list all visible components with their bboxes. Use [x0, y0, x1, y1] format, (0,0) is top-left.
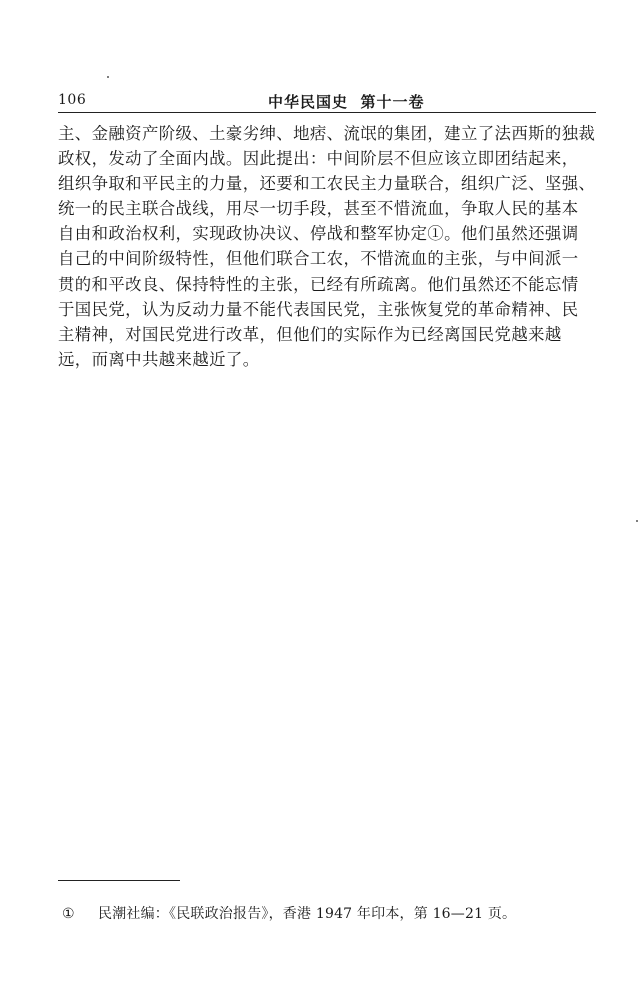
text-line: 组织争取和平民主的力量，还要和工农民主力量联合，组织广泛、坚强、 — [58, 174, 596, 194]
scan-speck — [636, 520, 638, 522]
text-line: 统一的民主联合战线，用尽一切手段，甚至不惜流血，争取人民的基本 — [58, 199, 579, 219]
text-line: 于国民党，认为反动力量不能代表国民党，主张恢复党的革命精神、民 — [58, 299, 579, 319]
footnote-rule — [58, 880, 180, 881]
text-line: 远，而离中共越来越近了。 — [58, 349, 260, 369]
running-head — [58, 90, 596, 113]
text-line: 主精神，对国民党进行改革，但他们的实际作为已经离国民党越来越 — [58, 324, 562, 344]
text-line: 政权，发动了全面内战。因此提出：中间阶层不但应该立即团结起来， — [58, 149, 579, 169]
scan-speck — [107, 76, 109, 78]
footnote — [62, 903, 516, 923]
text-line: 主、金融资产阶级、土豪劣绅、地痞、流氓的集团，建立了法西斯的独裁 — [58, 124, 596, 143]
footnote-marker: ① — [62, 906, 75, 922]
footnote-text: 民潮社编：《民联政治报告》，香港 1947 年印本，第 16—21 页。 — [98, 906, 517, 922]
running-title: 中华民国史 第十一卷 — [268, 93, 425, 111]
text-line: 自己的中间阶级特性，但他们联合工农，不惜流血的主张，与中间派一 — [58, 249, 579, 269]
text-line: 贯的和平改良、保持特性的主张，已经有所疏离。他们虽然还不能忘情 — [58, 274, 579, 294]
text-line: 自由和政治权利，实现政协决议、停战和整军协定①。他们虽然还强调 — [58, 224, 579, 244]
page-number: 106 — [58, 92, 87, 108]
body-text — [58, 121, 600, 372]
